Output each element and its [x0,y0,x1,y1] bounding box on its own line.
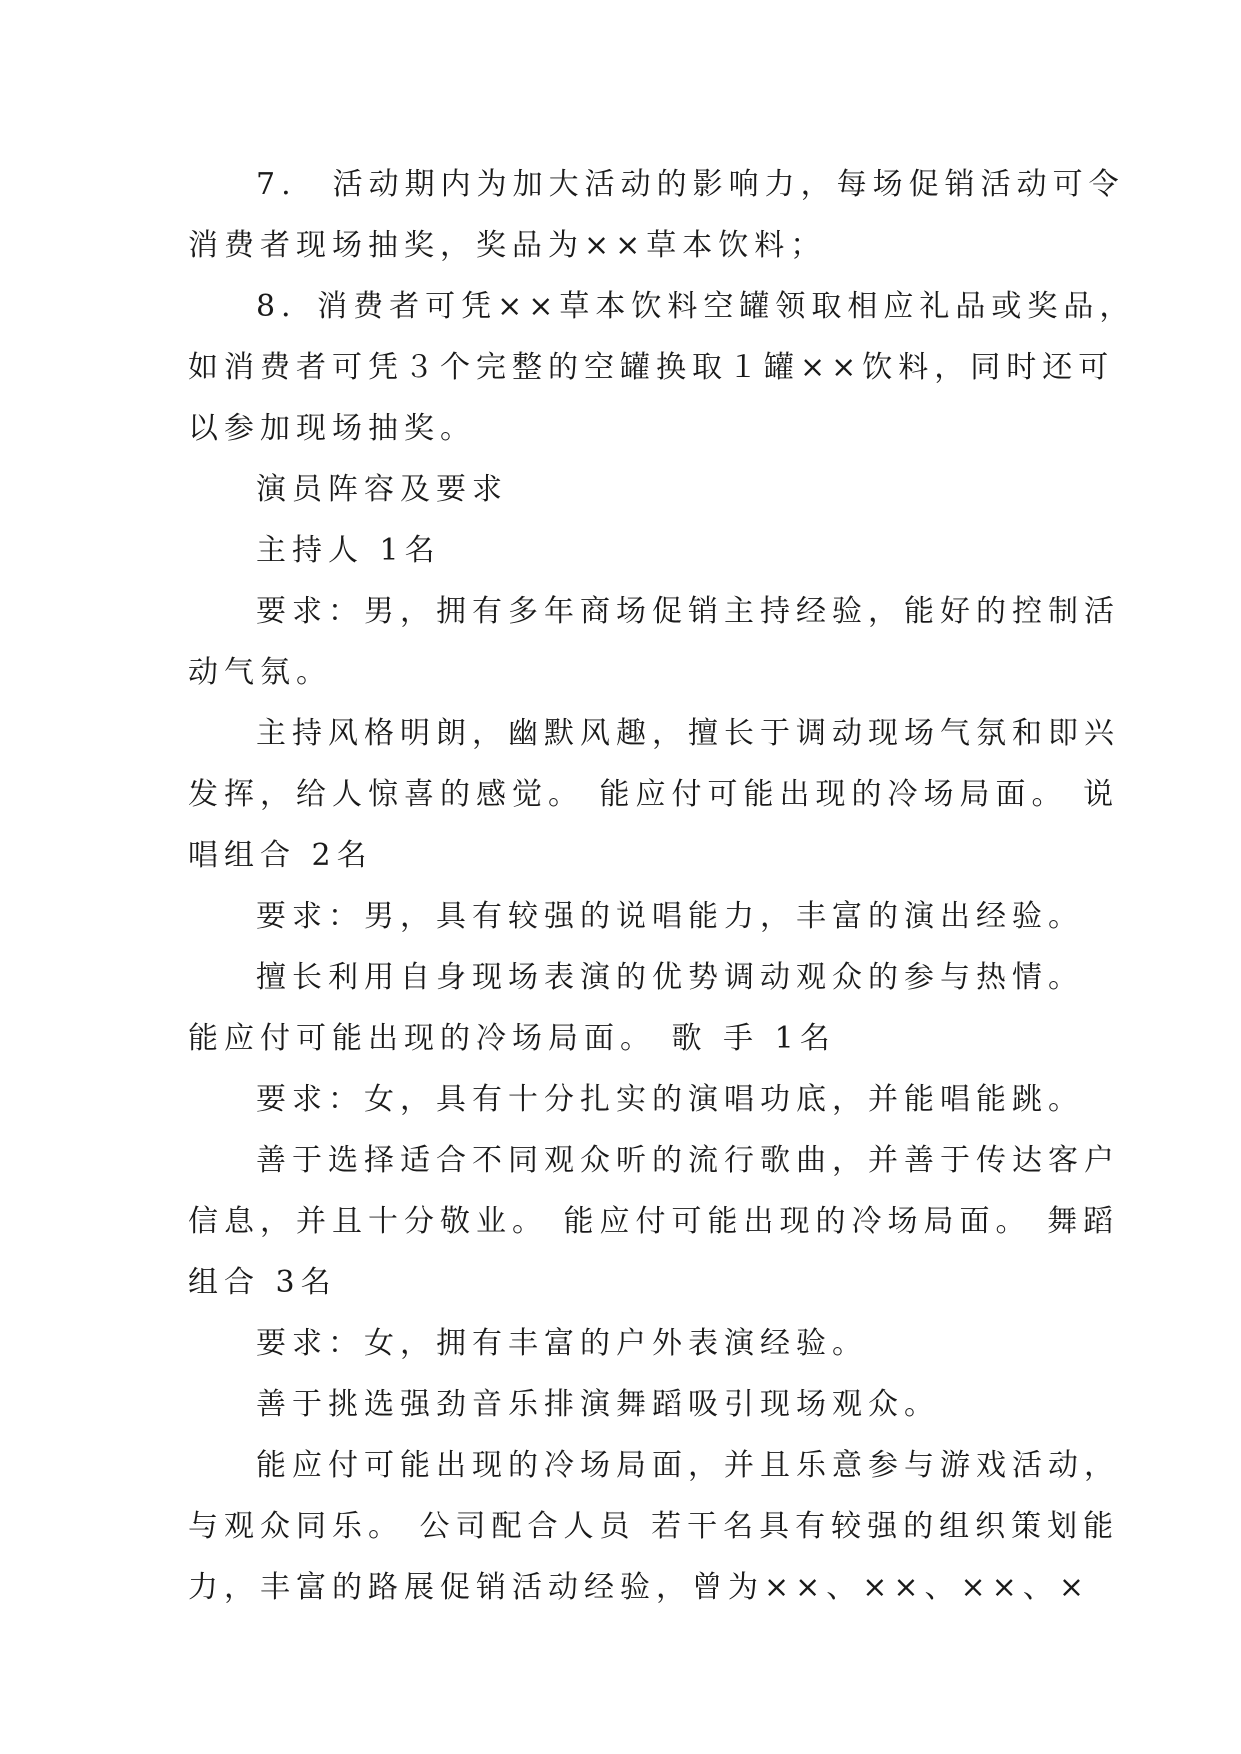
text-line: 8．消费者可凭××草本饮料空罐领取相应礼品或奖品， [256,289,1136,324]
text-line: 能应付可能出现的冷场局面。 歌 手 1名 [188,1021,836,1056]
text-line: 要求：男，拥有多年商场促销主持经验，能好的控制活 [256,594,1120,629]
text-line: 要求：男，具有较强的说唱能力，丰富的演出经验。 [256,899,1084,934]
text-line: 消费者现场抽奖，奖品为××草本饮料； [188,228,827,263]
text-line: 要求：女，具有十分扎实的演唱功底，并能唱能跳。 [256,1082,1084,1117]
section-heading: 演员阵容及要求 [256,472,508,507]
text-line: 组合 3名 [188,1265,337,1300]
text-line: 与观众同乐。 公司配合人员 若干名具有较强的组织策划能 [188,1509,1120,1544]
text-line: 要求：女，拥有丰富的户外表演经验。 [256,1326,868,1361]
text-line: 主持人 1名 [256,533,441,568]
text-line: 主持风格明朗，幽默风趣，擅长于调动现场气氛和即兴 [256,716,1120,751]
text-line: 以参加现场抽奖。 [188,411,476,446]
text-line: 善于选择适合不同观众听的流行歌曲，并善于传达客户 [256,1143,1120,1178]
text-line: 力，丰富的路展促销活动经验，曾为××、××、××、× [188,1570,1090,1605]
text-line: 信息，并且十分敬业。 能应付可能出现的冷场局面。 舞蹈 [188,1204,1120,1239]
text-line: 动气氛。 [188,655,332,690]
text-line: 擅长利用自身现场表演的优势调动观众的参与热情。 [256,960,1084,995]
text-line: 如消费者可凭３个完整的空罐换取１罐××饮料，同时还可 [188,350,1115,385]
text-line: 7. 活动期内为加大活动的影响力，每场促销活动可令 [256,167,1125,202]
text-line: 能应付可能出现的冷场局面，并且乐意参与游戏活动， [256,1448,1120,1483]
text-line: 唱组合 2名 [188,838,373,873]
text-line: 发挥，给人惊喜的感觉。 能应付可能出现的冷场局面。 说 [188,777,1120,812]
text-line: 善于挑选强劲音乐排演舞蹈吸引现场观众。 [256,1387,940,1422]
